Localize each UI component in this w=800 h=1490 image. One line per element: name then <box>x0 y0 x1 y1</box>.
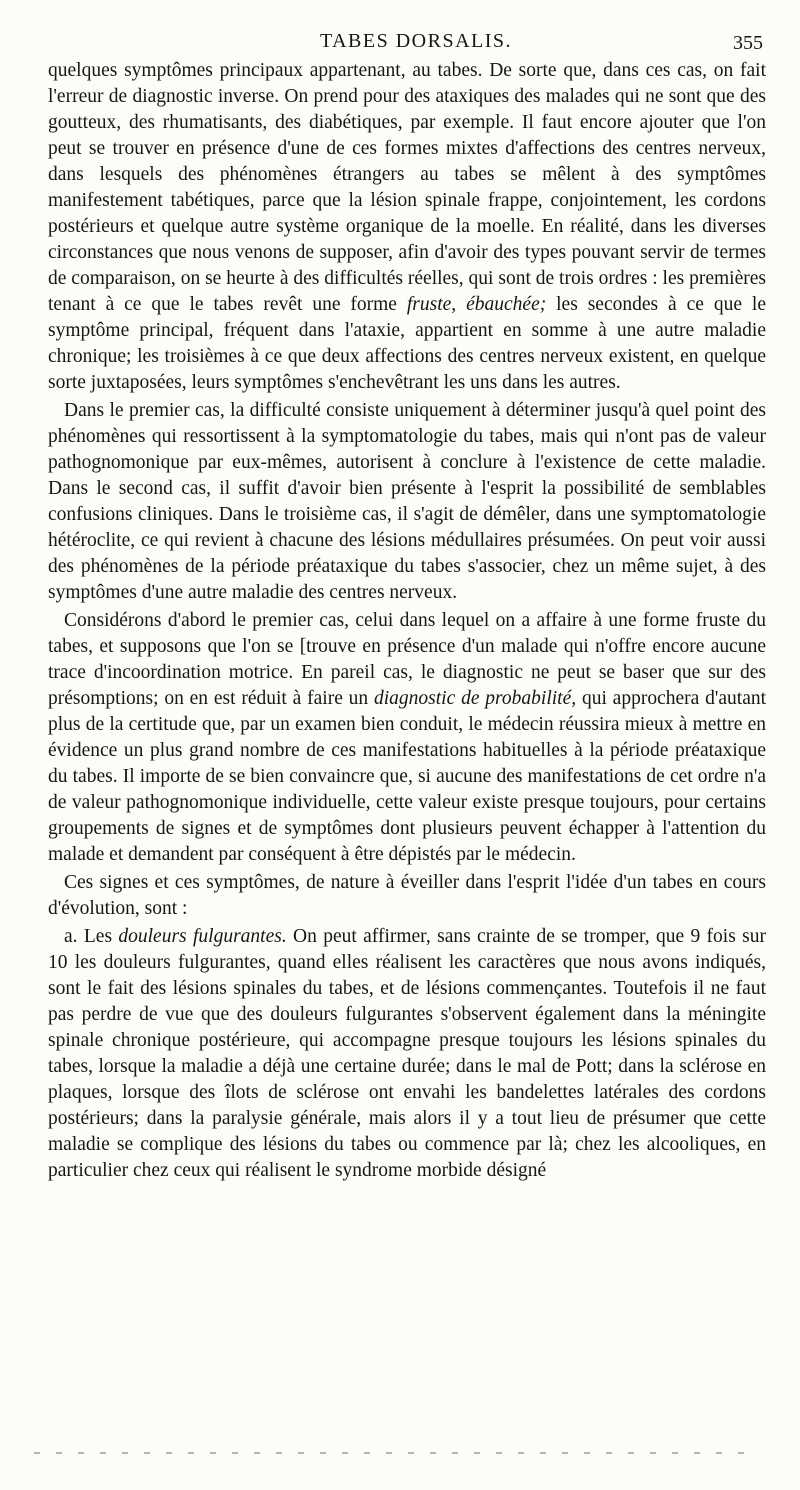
italic-phrase: diagnostic de probabilité, <box>374 688 577 709</box>
text-segment: Considérons d'abord le premier cas, celui dans lequel on a affaire à une forme fruste du tabes, et supposons que l'on se [trouve en présence d'un malade qui n'offre encore aucune trace d'incoordination motrice. En pareil cas, le diagnostic ne peut se baser que sur des présomptions; on en est réduit à faire un <box>48 610 766 709</box>
text-segment: On peut affirmer, sans crainte de se tromper, que 9 fois sur 10 les douleurs fulgurantes, quand elles réalisent les caractères que nous avons indiqués, sont le fait des lésions spinales du tabes, et de lésions commençantes. Toutefois il ne faut pas perdre de vue que des douleurs fulgurantes s'observent également dans la méningite spinale chronique postérieure, qui accompagne presque toujours les lésions spinales du tabes, lorsque la maladie a déjà une certaine durée; dans le mal de Pott; dans la sclérose en plaques, lorsque des îlots de sclérose ont envahi les bandelettes latérales des cordons postérieurs; dans la paralysie générale, mais alors il y a tout lieu de présumer que cette maladie se complique des lésions du tabes ou commence par là; chez les alcooliques, en particulier chez ceux qui réalisent le syndrome morbide désigné <box>48 926 766 1181</box>
paragraph-3 <box>48 608 766 868</box>
italic-phrase: douleurs fulgurantes. <box>118 926 287 947</box>
page-number: 355 <box>733 32 763 54</box>
body-text <box>48 58 766 1184</box>
print-bleed-marks <box>34 1452 754 1454</box>
text-segment: qui approchera d'autant plus de la certitude que, par un examen bien conduit, le médecin réussira mieux à mettre en évidence un plus grand nombre de ces manifestations habituelles à la période préataxique du tabes. Il importe de se bien convaincre que, si aucune des manifestations de cet ordre n'a de valeur pathognomonique individuelle, cette valeur existe presque toujours, pour certains groupements de signes et de symptômes dont plusieurs peuvent échapper à l'attention du malade et demandent par conséquent à être dépistés par le médecin. <box>48 688 767 865</box>
text-segment: quelques symptômes principaux appartenant, au tabes. De sorte que, dans ces cas, on fait l'erreur de diagnostic inverse. On prend pour des ataxiques des malades qui ne sont que des goutteux, des rhumatisants, des diabétiques, par exemple. Il faut encore ajouter que l'on peut se trouver en présence d'une de ces formes mixtes d'affections des centres nerveux, dans lesquels des phénomènes étrangers au tabes se mêlent à des symptômes manifestement tabétiques, parce que la lésion spinale frappe, conjointement, les cordons postérieurs et quelque autre système organique de la moelle. En réalité, dans les diverses circonstances que nous venons de supposer, afin d'avoir des types pouvant servir de termes de comparaison, on se heurte à des difficultés réelles, qui sont de trois ordres : les premières tenant à ce que le tabes revêt une forme <box>48 60 766 315</box>
text-segment: Dans le premier cas, la difficulté consiste uniquement à déterminer jusqu'à quel point des phénomènes qui ressortissent à la symptomatologie du tabes, mais qui n'ont pas de valeur pathognomonique par eux-mêmes, autorisent à conclure à l'existence de cette maladie. Dans le second cas, il suffit d'avoir bien présente à l'esprit la possibilité de semblables confusions cliniques. Dans le troisième cas, il s'agit de démêler, dans une symptomatologie hétéroclite, ce qui revient à chacune des lésions médullaires présumées. On peut voir aussi des phénomènes de la période préataxique du tabes s'associer, chez un même sujet, à des symptômes d'une autre maladie des centres nerveux. <box>48 400 766 603</box>
text-segment: les secondes à ce que le symptôme principal, fréquent dans l'ataxie, appartient en somme à une autre maladie chronique; les troisièmes à ce que deux affections des centres nerveux existent, en quelque sorte juxtaposées, leurs symptômes s'enchevêtrant les uns dans les autres. <box>48 294 766 393</box>
paragraph-5 <box>48 924 766 1184</box>
paragraph-1 <box>48 58 766 396</box>
running-head: TABES DORSALIS. <box>320 30 513 52</box>
text-segment: a. Les <box>64 926 119 947</box>
text-segment: Ces signes et ces symptômes, de nature à éveiller dans l'esprit l'idée d'un tabes en cours d'évolution, sont : <box>48 872 766 919</box>
italic-phrase: fruste, ébauchée; <box>406 294 547 315</box>
paragraph-4 <box>48 870 766 922</box>
paragraph-2 <box>48 398 766 606</box>
